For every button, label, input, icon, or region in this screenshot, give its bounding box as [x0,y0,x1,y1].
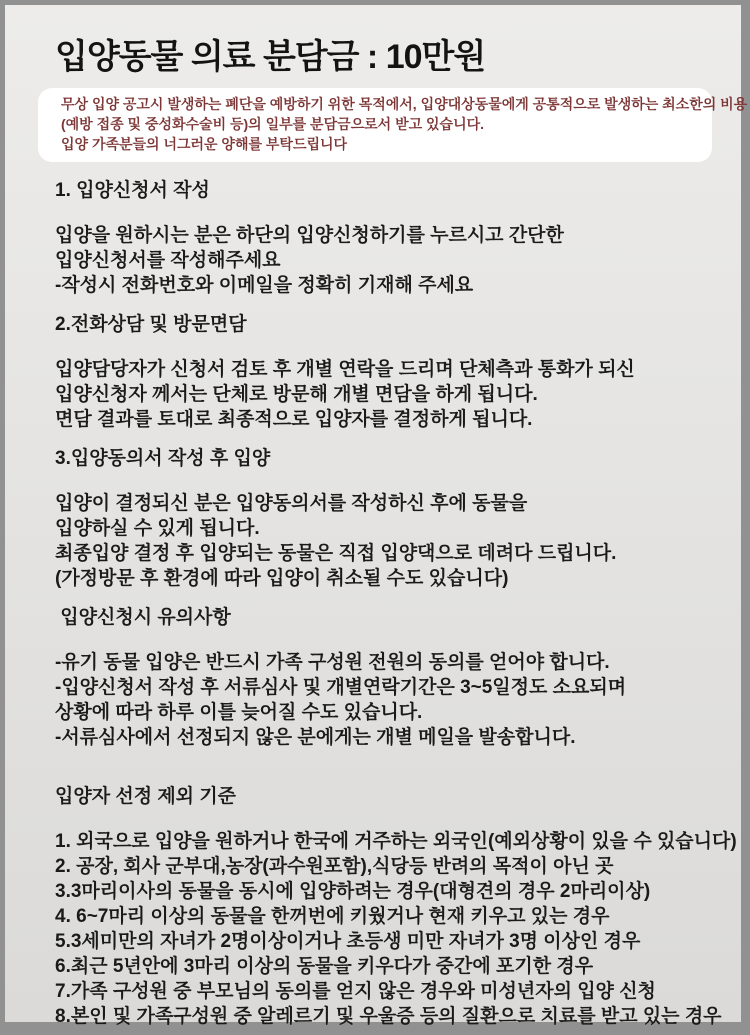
document-content [5,5,748,1029]
notice-line: 무상 입양 공고시 발생하는 폐단을 예방하기 위한 목적에서, 입양대상동물에게 공통적으로 발생하는 최소한의 비용 [61,96,748,112]
body-line: 입양을 원하시는 분은 하단의 입양신청하기를 누르시고 간단한 [55,225,564,246]
body-line: 면담 결과를 토대로 최종적으로 입양자를 결정하게 됩니다. [55,409,533,430]
body-line: -작성시 전화번호와 이메일을 정확히 기재해 주세요 [55,275,474,296]
section-heading: 2.전화상담 및 방문면담 [55,314,247,335]
body-line: 입양이 결정되신 분은 입양동의서를 작성하신 후에 동물을 [55,493,528,514]
body-line: -유기 동물 입양은 반드시 가족 구성원 전원의 동의를 얻어야 합니다. [55,652,610,673]
notice-line: (예방 접종 및 중성화수술비 등)의 일부를 분담금으로서 받고 있습니다. [61,116,485,132]
section-phone-visit-interview [55,312,731,432]
body-line: 7.가족 구성원 중 부모님의 동의를 얻지 않은 경우와 미성년자의 입양 신청 [55,981,656,1002]
section-consent-and-adoption [55,446,731,591]
body-line: 입양담당자가 신청서 검토 후 개별 연락을 드리며 단체측과 통화가 되신 [55,359,635,380]
section-heading: 1. 입양신청서 작성 [55,180,210,201]
body-line: 6.최근 5년안에 3마리 이상의 동물을 키우다가 중간에 포기한 경우 [55,956,594,977]
page-title: 입양동물 의료 분담금 : 10만원 [55,38,486,76]
body-line: 입양신청자 께서는 단체로 방문해 개별 면담을 하게 됩니다. [55,384,538,405]
section-heading: 입양자 선정 제외 기준 [55,786,237,807]
fee-notice-box [38,88,748,162]
body-line: (가정방문 후 환경에 따라 입양이 취소될 수도 있습니다) [55,568,509,589]
section-exclusion-criteria [55,784,737,1029]
body-line: -입양신청서 작성 후 서류심사 및 개별연락기간은 3~5일정도 소요되며 [55,677,627,698]
section-application-precautions [55,605,731,750]
body-line: 입양신청서를 작성해주세요 [55,250,281,271]
body-line: 상황에 따라 하루 이틀 늦어질 수도 있습니다. [55,702,423,723]
document-page [5,5,748,1027]
body-line: 5.3세미만의 자녀가 2명이상이거나 초등생 미만 자녀가 3명 이상인 경우 [55,931,641,952]
body-line: 4. 6~7마리 이상의 동물을 한꺼번에 키웠거나 현재 키우고 있는 경우 [55,906,610,927]
section-heading: 3.입양동의서 작성 후 입양 [55,448,271,469]
body-line: -서류심사에서 선정되지 않은 분에게는 개별 메일을 발송합니다. [55,727,576,748]
section-application-form [55,178,731,298]
body-line: 3.3마리이사의 동물을 동시에 입양하려는 경우(대형견의 경우 2마리이상) [55,881,651,902]
body-line: 8.본인 및 가족구성원 중 알레르기 및 우울증 등의 질환으로 치료를 받고 있는 경우 [55,1006,722,1027]
body-line: 입양하실 수 있게 됩니다. [55,518,260,539]
section-heading: 입양신청시 유의사항 [55,607,231,628]
body-line: 최종입양 결정 후 입양되는 동물은 직접 입양댁으로 데려다 드립니다. [55,543,617,564]
body-line: 2. 공장, 회사 군부대,농장(과수원포함),식당등 반려의 목적이 아닌 곳 [55,856,614,877]
notice-line: 입양 가족분들의 너그러운 양해를 부탁드립니다 [61,136,348,152]
body-line: 1. 외국으로 입양을 원하거나 한국에 거주하는 외국인(예외상황이 있을 수 있습니다) [55,831,737,852]
